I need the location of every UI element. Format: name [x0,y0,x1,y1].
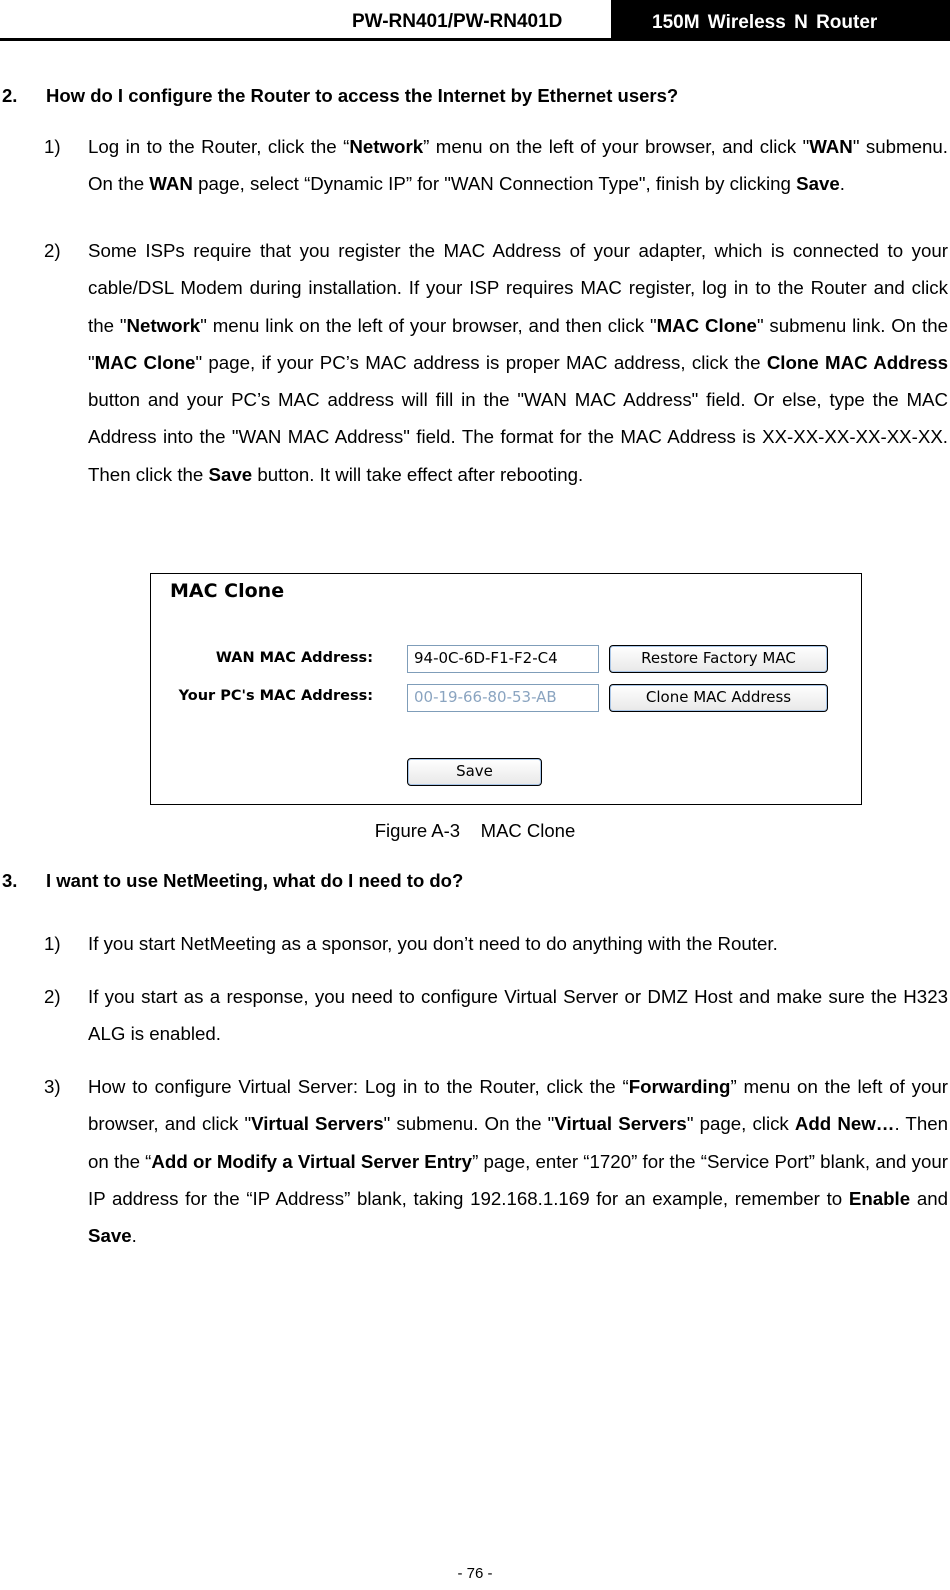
figure-caption: Figure A-3 MAC Clone [374,820,576,841]
wan-mac-label: WAN MAC Address: [215,650,373,666]
header-model: PW-RN401/PW-RN401D [352,11,563,32]
page-header [0,0,950,42]
question-3 [2,870,463,892]
text: ” page, enter “1720” for the “Service Port” blank, and your IP address for the “IP Address” blank, taking 192.168.1.169 for an example, remember to [88,1150,948,1209]
bold-text: Virtual Servers [251,1113,384,1135]
text: Log in to the Router, click the “ [88,136,350,157]
bold-text: MAC Clone [94,351,196,373]
q3-step-2-number: 2) [44,986,61,1007]
pc-mac-input[interactable]: 00-19-66-80-53-AB [407,684,599,712]
save-button[interactable]: Save [407,758,542,786]
bold-text: Clone MAC Address [766,351,948,373]
q2-step-2-number: 2) [44,240,61,261]
text: " submenu. On the [88,136,948,195]
bold-text: Forwarding [628,1076,731,1097]
text: and [910,1187,949,1209]
text: How to configure Virtual Server: Log in to the Router, click the “ [88,1076,629,1097]
bold-text: WAN [149,173,193,195]
bold-text: MAC Clone [656,314,757,336]
question-2-number: 2. [2,85,18,106]
text: . [839,173,845,195]
bold-text: Enable [848,1187,911,1209]
restore-factory-mac-button[interactable]: Restore Factory MAC [609,645,828,673]
q3-step-2-text: If you start as a response, you need to configure Virtual Server or DMZ Host and make sure the H323 ALG is enabled. [88,986,948,1045]
wan-mac-input[interactable]: 94-0C-6D-F1-F2-C4 [407,645,599,673]
text: " page, if your PC’s MAC address is proper MAC address, click the [195,351,767,373]
q3-step-1-number: 1) [44,933,61,954]
text: page, select “Dynamic IP” for "WAN Connection Type", finish by clicking [192,173,797,195]
text: button. It will take effect after rebooting. [252,463,584,485]
q2-step-1-number: 1) [44,136,61,157]
page-number: - 76 - [457,1565,493,1582]
question-3-text: I want to use NetMeeting, what do I need to do? [46,870,464,891]
bold-text: WAN [809,136,853,157]
question-3-number: 3. [2,870,18,891]
clone-mac-address-button[interactable]: Clone MAC Address [609,684,828,712]
bold-text: Add or Modify a Virtual Server Entry [151,1150,473,1172]
text: " submenu. On the " [383,1113,555,1135]
text: button and your PC’s MAC address will fill in the "WAN MAC Address" field. Or else, type the MAC Address into the "WAN MAC Address" field. The format for the MAC Address is XX-XX-XX-XX-XX-XX. Then click the [88,389,948,485]
mac-clone-title: MAC Clone [170,580,285,602]
q3-step-3-number: 3) [44,1076,61,1097]
q2-step-1 [88,128,948,203]
text: ” menu on the left of your browser, and click " [423,136,810,157]
bold-text: Network [126,314,201,336]
q3-step-1 [88,925,948,962]
question-2-text: How do I configure the Router to access the Internet by Ethernet users? [46,85,679,106]
bold-text: Save [796,173,840,195]
text: " page, click [686,1113,795,1135]
text: ” menu on the left of your browser, and click " [88,1076,948,1135]
bold-text: Save [208,463,253,485]
text: . [131,1225,137,1247]
q3-step-1-text: If you start NetMeeting as a sponsor, you don’t need to do anything with the Router. [88,933,778,954]
bold-text: Virtual Servers [554,1113,687,1135]
header-product-title: 150M Wireless N Router [652,12,878,33]
text: . Then on the “ [88,1113,949,1172]
pc-mac-label: Your PC's MAC Address: [178,688,373,704]
bold-text: Network [349,136,424,157]
text: " menu link on the left of your browser, and then click " [200,314,657,336]
question-2 [2,85,678,107]
bold-text: Add New… [794,1113,895,1135]
q2-step-2 [88,232,948,493]
text: Some ISPs require that you register the MAC Address of your adapter, which is connected to your cable/DSL Modem during installation. If your ISP requires MAC register, log in to the Router and click the " [88,240,948,336]
mac-clone-figure [150,573,862,805]
header-rule [0,38,950,41]
q3-step-2 [88,978,948,1053]
text: " submenu link. On the " [88,314,948,373]
bold-text: Save [88,1225,132,1247]
q3-step-3 [88,1068,948,1254]
